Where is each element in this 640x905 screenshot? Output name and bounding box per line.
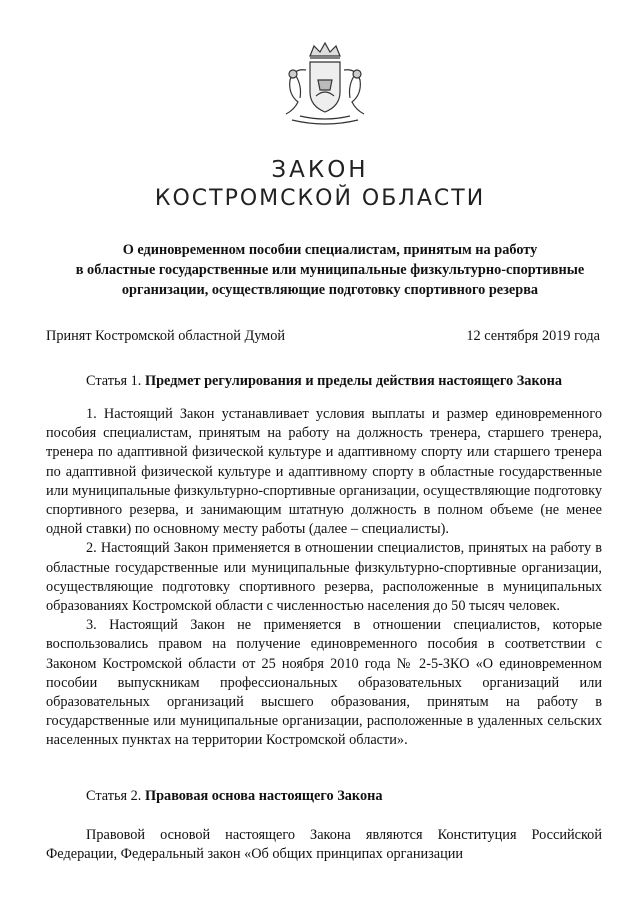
region-title: КОСТРОМСКОЙ ОБЛАСТИ xyxy=(154,186,486,211)
paragraph: 2. Настоящий Закон применяется в отношении специалистов, принятых на работу в областные государственные или муниципальные физкультурно-спортивные организации, осуществляющие подготовку спортивного резерва, расположенные в муниципальных образованиях Костромской области с численностью населения до 50 тысяч человек. xyxy=(46,540,602,615)
paragraph: 3. Настоящий Закон не применяется в отношении специалистов, которые воспользовались правом на получение единовременного пособия в соответствии с Законом Костромской области от 25 ноября 2010 года № 2-5-ЗКО «О единовременном пособии выпускникам профессиональных образовательных организаций или образовательных организаций высшего образования, принятым на работу в государственные или муниципальные организации, расположенные в удаленных сельских населенных пунктах на территории Костромской области». xyxy=(46,617,602,749)
paragraph: Правовой основой настоящего Закона являются Конституция Российской Федерации, Федеральный закон «Об общих принципах организации xyxy=(46,827,602,863)
article-2-body xyxy=(46,826,602,864)
article-number: Статья 1. xyxy=(86,373,142,389)
article-title: Правовая основа настоящего Закона xyxy=(144,788,383,804)
adoption-date: 12 сентября 2019 года xyxy=(466,328,600,344)
article-1-heading xyxy=(86,373,562,390)
coat-of-arms-icon xyxy=(276,40,374,128)
article-number: Статья 2. xyxy=(86,788,142,804)
article-2-heading xyxy=(86,788,382,805)
adoption-row xyxy=(46,328,600,345)
subject-line: организации, осуществляющие подготовку спортивного резерва xyxy=(121,282,539,298)
subject-line: О единовременном пособии специалистам, принятым на работу xyxy=(122,242,538,258)
paragraph: 1. Настоящий Закон устанавливает условия выплаты и размер единовременного пособия специалистам, принятым на работу на должность тренера, старшего тренера, тренера по адаптивной физической культуре и адаптивному спорту или старшего тренера по адаптивной физической культуре и адаптивному спорту в областные государственные или муниципальные физкультурно-спортивные организации, осуществляющие подготовку спортивного резерва, и занимающим штатную должность в полном объеме (не менее одной ставки) по основному месту работы (далее – специалисты). xyxy=(46,406,602,538)
law-title: ЗАКОН xyxy=(271,157,369,183)
article-title: Предмет регулирования и пределы действия настоящего Закона xyxy=(144,373,563,389)
law-subject xyxy=(60,240,600,300)
article-1-body xyxy=(46,405,602,751)
adopted-by: Принят Костромской областной Думой xyxy=(46,328,286,344)
subject-line: в областные государственные или муниципальные физкультурно-спортивные xyxy=(75,262,585,278)
